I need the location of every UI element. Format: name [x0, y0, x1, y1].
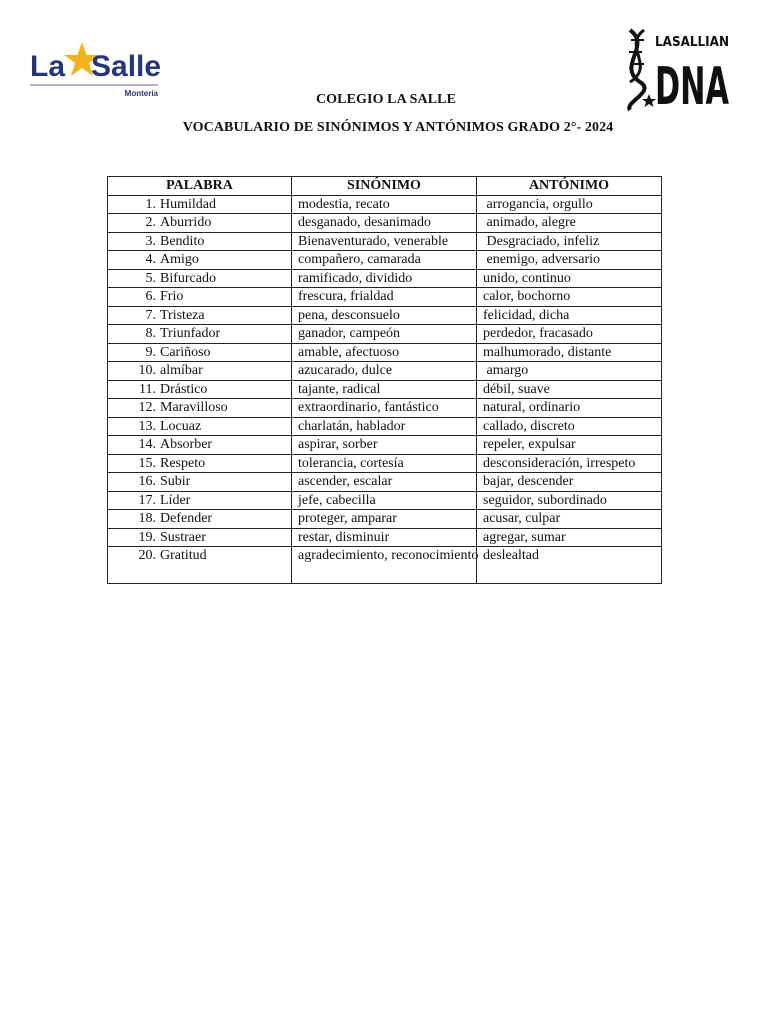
word-text: Locuaz	[160, 418, 202, 434]
word-cell	[108, 288, 292, 307]
header-antonimo: ANTÓNIMO	[477, 177, 662, 196]
antonym-cell: agregar, sumar	[477, 528, 662, 547]
table-row	[108, 380, 662, 399]
row-number: 1.	[145, 196, 156, 212]
word-text: Gratitud	[160, 548, 207, 563]
table-row	[108, 232, 662, 251]
table-row	[108, 288, 662, 307]
word-cell	[108, 417, 292, 436]
word-cell	[108, 362, 292, 381]
synonym-cell: amable, afectuoso	[292, 343, 477, 362]
antonym-cell: felicidad, dicha	[477, 306, 662, 325]
row-number: 12.	[138, 400, 156, 415]
school-title: COLEGIO LA SALLE	[315, 92, 457, 107]
antonym-cell: malhumorado, distante	[477, 343, 662, 362]
table-row	[108, 399, 662, 418]
synonym-cell: charlatán, hablador	[292, 417, 477, 436]
antonym-cell: callado, discreto	[477, 417, 662, 436]
synonym-cell: jefe, cabecilla	[292, 491, 477, 510]
word-text: Triunfador	[160, 326, 221, 341]
word-cell	[108, 454, 292, 473]
synonym-cell: modestia, recato	[292, 195, 477, 214]
table-row	[108, 343, 662, 362]
row-number: 11.	[139, 381, 156, 397]
table-row	[108, 417, 662, 436]
word-text: Frio	[160, 289, 184, 304]
word-text: Bendito	[160, 233, 205, 249]
synonym-cell: restar, disminuir	[292, 528, 477, 547]
table-row	[108, 325, 662, 344]
word-text: Bifurcado	[160, 270, 216, 286]
word-text: Drástico	[160, 381, 208, 397]
word-cell	[108, 306, 292, 325]
synonym-cell: Bienaventurado, venerable	[292, 232, 477, 251]
row-number: 8.	[145, 326, 156, 341]
row-number: 20.	[138, 548, 156, 563]
synonym-cell: agradecimiento, reconocimiento	[292, 547, 477, 584]
antonym-cell: deslealtad	[477, 547, 662, 584]
table-header-row	[108, 177, 662, 196]
table-row	[108, 362, 662, 381]
word-cell	[108, 251, 292, 270]
synonym-cell: ascender, escalar	[292, 473, 477, 492]
word-text: almíbar	[160, 363, 203, 378]
antonym-cell: animado, alegre	[477, 214, 662, 233]
row-number: 15.	[138, 455, 156, 471]
row-number: 2.	[145, 215, 156, 230]
antonym-cell: arrogancia, orgullo	[477, 195, 662, 214]
synonym-cell: proteger, amparar	[292, 510, 477, 529]
word-cell	[108, 510, 292, 529]
table-row	[108, 473, 662, 492]
antonym-cell: repeler, expulsar	[477, 436, 662, 455]
antonym-cell: acusar, culpar	[477, 510, 662, 529]
table-row	[108, 491, 662, 510]
table-row	[108, 510, 662, 529]
row-number: 9.	[145, 344, 156, 360]
word-text: Cariñoso	[160, 344, 211, 360]
antonym-cell: débil, suave	[477, 380, 662, 399]
word-cell	[108, 214, 292, 233]
antonym-cell: enemigo, adversario	[477, 251, 662, 270]
row-number: 10.	[138, 363, 156, 378]
logo-dna-text: DNA	[655, 57, 729, 117]
synonym-cell: ganador, campeón	[292, 325, 477, 344]
table-row	[108, 436, 662, 455]
word-text: Aburrido	[160, 215, 212, 230]
word-cell	[108, 436, 292, 455]
word-cell	[108, 491, 292, 510]
row-number: 19.	[138, 529, 156, 545]
row-number: 6.	[145, 289, 156, 304]
logo-subtext: Montería	[124, 89, 158, 98]
synonym-cell: azucarado, dulce	[292, 362, 477, 381]
word-cell	[108, 528, 292, 547]
row-number: 13.	[138, 418, 156, 434]
word-text: Absorber	[160, 437, 213, 452]
word-cell	[108, 473, 292, 492]
synonym-cell: extraordinario, fantástico	[292, 399, 477, 418]
word-cell	[108, 195, 292, 214]
table-row	[108, 251, 662, 270]
word-text: Humildad	[160, 196, 216, 212]
synonym-cell: aspirar, sorber	[292, 436, 477, 455]
antonym-cell: desconsideración, irrespeto	[477, 454, 662, 473]
antonym-cell: amargo	[477, 362, 662, 381]
synonym-cell: desganado, desanimado	[292, 214, 477, 233]
word-cell	[108, 232, 292, 251]
word-text: Sustraer	[160, 529, 206, 545]
synonym-cell: tolerancia, cortesía	[292, 454, 477, 473]
table-row	[108, 528, 662, 547]
row-number: 16.	[138, 474, 156, 489]
antonym-cell: unido, continuo	[477, 269, 662, 288]
row-number: 5.	[145, 270, 156, 286]
table-row	[108, 214, 662, 233]
row-number: 18.	[138, 511, 156, 526]
word-text: Líder	[160, 492, 191, 508]
header-sinonimo: SINÓNIMO	[292, 177, 477, 196]
row-number: 7.	[145, 307, 156, 323]
synonym-cell: frescura, frialdad	[292, 288, 477, 307]
table-row	[108, 547, 662, 584]
antonym-cell: calor, bochorno	[477, 288, 662, 307]
table-row	[108, 306, 662, 325]
word-text: Subir	[160, 474, 191, 489]
logo-text-la: La	[30, 50, 66, 83]
word-cell	[108, 325, 292, 344]
logo-lasallian-text: LASALLIAN	[655, 35, 729, 50]
word-cell	[108, 380, 292, 399]
antonym-cell: perdedor, fracasado	[477, 325, 662, 344]
word-text: Tristeza	[160, 307, 205, 323]
header-palabra: PALABRA	[108, 177, 292, 196]
synonym-cell: pena, desconsuelo	[292, 306, 477, 325]
table-row	[108, 454, 662, 473]
word-cell	[108, 547, 292, 584]
word-cell	[108, 343, 292, 362]
row-number: 4.	[145, 252, 156, 267]
word-text: Respeto	[160, 455, 206, 471]
document-title: VOCABULARIO DE SINÓNIMOS Y ANTÓNIMOS GRADO 2°- 2024	[182, 120, 614, 135]
table-row	[108, 269, 662, 288]
row-number: 14.	[138, 437, 156, 452]
synonym-cell: ramificado, dividido	[292, 269, 477, 288]
synonym-cell: tajante, radical	[292, 380, 477, 399]
word-text: Maravilloso	[160, 400, 228, 415]
logo-text-salle: Salle	[91, 50, 162, 83]
antonym-cell: Desgraciado, infeliz	[477, 232, 662, 251]
table-row	[108, 195, 662, 214]
la-salle-logo	[28, 30, 168, 100]
synonym-cell: compañero, camarada	[292, 251, 477, 270]
row-number: 3.	[145, 233, 156, 249]
vocabulary-table	[107, 176, 662, 584]
antonym-cell: bajar, descender	[477, 473, 662, 492]
word-text: Defender	[160, 511, 213, 526]
word-cell	[108, 399, 292, 418]
word-cell	[108, 269, 292, 288]
word-text: Amigo	[160, 252, 199, 267]
antonym-cell: natural, ordinario	[477, 399, 662, 418]
row-number: 17.	[138, 492, 156, 508]
antonym-cell: seguidor, subordinado	[477, 491, 662, 510]
